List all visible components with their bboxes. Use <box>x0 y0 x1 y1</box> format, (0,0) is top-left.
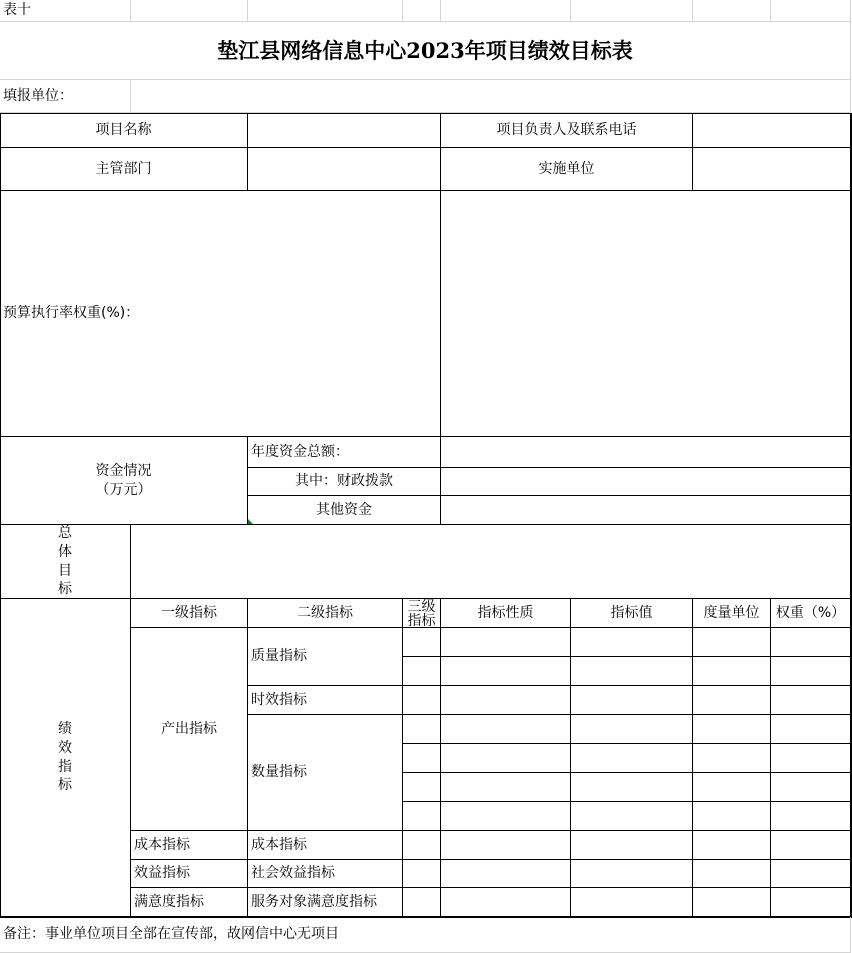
indicator-nature-cell[interactable] <box>441 860 571 888</box>
indicator-level3-cell[interactable] <box>403 686 441 715</box>
sheet-tab-label: 表十 <box>3 2 31 19</box>
indicator-level3-cell[interactable] <box>403 888 441 917</box>
funds-total-value-cell[interactable] <box>441 437 851 468</box>
funds-other-label-cell <box>248 496 441 525</box>
indicator-nature-cell[interactable] <box>441 888 571 917</box>
page-title-text: 垫江县网络信息中心2023年项目绩效目标表 <box>217 37 633 63</box>
output-indicator-cell <box>131 628 248 831</box>
goal-value-cell[interactable] <box>131 525 851 599</box>
indicator-weight-cell[interactable] <box>771 831 851 860</box>
funds-other-value-cell[interactable] <box>441 496 851 525</box>
cost-l1-cell <box>131 831 248 860</box>
benefit-l1-cell <box>131 860 248 888</box>
quality-indicator-cell <box>248 628 403 686</box>
leader-label: 项目负责人及联系电话 <box>496 121 637 138</box>
indicator-unit-cell[interactable] <box>693 686 771 715</box>
satisfaction-l2-label: 服务对象满意度指标 <box>251 893 377 910</box>
funds-unit: （万元） <box>95 481 152 498</box>
funds-other-label: 其他资金 <box>316 501 372 518</box>
goal-label-cell <box>0 525 131 599</box>
footer-note: 备注：事业单位项目全部在宣传部，故网信中心无项目 <box>3 926 339 943</box>
quantity-indicator-cell <box>248 715 403 831</box>
comment-indicator-icon <box>248 519 253 524</box>
cost-l2-label: 成本指标 <box>251 836 307 853</box>
header-value <box>571 599 693 628</box>
grid-cell <box>131 0 248 22</box>
indicator-value-cell[interactable] <box>571 715 693 744</box>
satisfaction-l1-cell <box>131 888 248 917</box>
impl-label: 实施单位 <box>538 160 595 177</box>
grid-cell <box>441 0 571 22</box>
indicator-level3-cell[interactable] <box>403 831 441 860</box>
funds-total-label-cell <box>248 437 441 468</box>
footer-note-cell <box>0 917 851 953</box>
benefit-l1-label: 效益指标 <box>134 865 190 882</box>
indicator-weight-cell[interactable] <box>771 888 851 917</box>
header-level1-label: 一级指标 <box>161 604 217 621</box>
indicator-unit-cell[interactable] <box>693 831 771 860</box>
indicator-unit-cell[interactable] <box>693 773 771 802</box>
satisfaction-l1-label: 满意度指标 <box>134 893 204 910</box>
timeliness-indicator-label: 时效指标 <box>251 691 307 708</box>
header-value-label: 指标值 <box>610 604 653 621</box>
header-level3 <box>403 599 441 628</box>
dept-value-cell[interactable] <box>248 148 441 191</box>
indicator-weight-cell[interactable] <box>771 657 851 686</box>
grid-cell <box>693 0 771 22</box>
project-name-value-cell[interactable] <box>248 113 441 148</box>
indicator-unit-cell[interactable] <box>693 657 771 686</box>
indicator-weight-cell[interactable] <box>771 628 851 657</box>
impl-label-cell <box>441 148 693 191</box>
cost-l1-label: 成本指标 <box>134 836 190 853</box>
indicator-value-cell[interactable] <box>571 744 693 773</box>
project-name-label: 项目名称 <box>95 121 152 138</box>
perf-label: 绩效指标 <box>58 720 72 794</box>
timeliness-indicator-cell <box>248 686 403 715</box>
indicator-weight-cell[interactable] <box>771 686 851 715</box>
indicator-level3-cell[interactable] <box>403 744 441 773</box>
header-level1 <box>131 599 248 628</box>
indicator-level3-cell[interactable] <box>403 860 441 888</box>
funds-fiscal-label: 其中：财政拨款 <box>295 473 393 490</box>
funds-fiscal-value-cell[interactable] <box>441 468 851 496</box>
funds-fiscal-label-cell <box>248 468 441 496</box>
unit-value-cell[interactable] <box>131 80 851 113</box>
indicator-nature-cell[interactable] <box>441 715 571 744</box>
indicator-level3-cell[interactable] <box>403 802 441 831</box>
indicator-unit-cell[interactable] <box>693 715 771 744</box>
indicator-level3-cell[interactable] <box>403 715 441 744</box>
indicator-nature-cell[interactable] <box>441 773 571 802</box>
indicator-value-cell[interactable] <box>571 628 693 657</box>
indicator-unit-cell[interactable] <box>693 860 771 888</box>
indicator-nature-cell[interactable] <box>441 686 571 715</box>
impl-value-cell[interactable] <box>693 148 851 191</box>
header-unit <box>693 599 771 628</box>
funds-total-label: 年度资金总额： <box>251 443 349 460</box>
indicator-value-cell[interactable] <box>571 773 693 802</box>
indicator-level3-cell[interactable] <box>403 628 441 657</box>
header-nature <box>441 599 571 628</box>
indicator-value-cell[interactable] <box>571 686 693 715</box>
indicator-value-cell[interactable] <box>571 888 693 917</box>
sheet-tab-cell <box>0 0 131 22</box>
project-name-label-cell <box>0 113 248 148</box>
header-weight <box>771 599 851 628</box>
indicator-level3-cell[interactable] <box>403 773 441 802</box>
unit-label-cell <box>0 80 131 113</box>
goal-label: 总体目标 <box>58 525 72 598</box>
grid-cell <box>248 0 403 22</box>
indicator-nature-cell[interactable] <box>441 657 571 686</box>
header-weight-label: 权重（%） <box>775 604 846 621</box>
page-title <box>0 22 851 80</box>
indicator-weight-cell[interactable] <box>771 860 851 888</box>
dept-label-cell <box>0 148 248 191</box>
indicator-weight-cell[interactable] <box>771 744 851 773</box>
budget-rate-label: 预算执行率权重(%)： <box>3 305 140 322</box>
leader-label-cell <box>441 113 693 148</box>
quantity-indicator-label: 数量指标 <box>251 764 307 781</box>
indicator-value-cell[interactable] <box>571 831 693 860</box>
header-unit-label: 度量单位 <box>703 604 760 621</box>
funds-label-cell <box>0 437 248 525</box>
header-level2 <box>248 599 403 628</box>
header-nature-label: 指标性质 <box>477 604 534 621</box>
indicator-level3-cell[interactable] <box>403 657 441 686</box>
leader-value-cell[interactable] <box>693 113 851 148</box>
grid-cell <box>403 0 441 22</box>
indicator-unit-cell[interactable] <box>693 888 771 917</box>
indicator-value-cell[interactable] <box>571 802 693 831</box>
indicator-nature-cell[interactable] <box>441 802 571 831</box>
dept-label: 主管部门 <box>95 160 152 177</box>
indicator-nature-cell[interactable] <box>441 831 571 860</box>
indicator-weight-cell[interactable] <box>771 802 851 831</box>
quality-indicator-label: 质量指标 <box>251 648 307 665</box>
satisfaction-l2-cell <box>248 888 403 917</box>
indicator-weight-cell[interactable] <box>771 715 851 744</box>
indicator-nature-cell[interactable] <box>441 744 571 773</box>
indicator-value-cell[interactable] <box>571 860 693 888</box>
budget-rate-value-cell[interactable] <box>441 191 851 437</box>
indicator-unit-cell[interactable] <box>693 802 771 831</box>
funds-label: 资金情况 <box>95 462 152 479</box>
budget-rate-label-cell <box>0 191 441 437</box>
indicator-weight-cell[interactable] <box>771 773 851 802</box>
cost-l2-cell <box>248 831 403 860</box>
indicator-value-cell[interactable] <box>571 657 693 686</box>
header-level3-label: 三级指标 <box>407 599 436 628</box>
header-level2-label: 二级指标 <box>297 604 353 621</box>
indicator-nature-cell[interactable] <box>441 628 571 657</box>
indicator-unit-cell[interactable] <box>693 744 771 773</box>
grid-cell <box>571 0 693 22</box>
indicator-unit-cell[interactable] <box>693 628 771 657</box>
benefit-l2-label: 社会效益指标 <box>251 865 335 882</box>
output-indicator-label: 产出指标 <box>161 720 217 737</box>
benefit-l2-cell <box>248 860 403 888</box>
perf-label-cell <box>0 599 131 917</box>
grid-cell <box>771 0 851 22</box>
unit-label: 填报单位： <box>3 87 73 104</box>
